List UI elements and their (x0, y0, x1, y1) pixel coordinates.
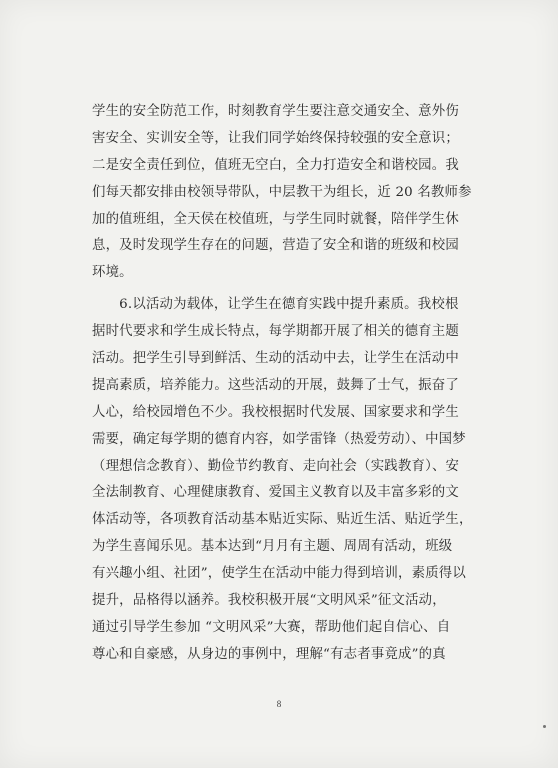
text-line: 们每天都安排由校领导带队，中层教干为组长，近 20 名教师参 (92, 184, 472, 200)
text-line: 害安全、实训安全等，让我们同学始终保持较强的安全意识； (92, 130, 459, 146)
text-line: 体活动等，各项教育活动基本贴近实际、贴近生活、贴近学生， (92, 512, 473, 528)
text-line: （理想信念教育）、勤俭节约教育、走向社会（实践教育）、安 (92, 458, 460, 474)
text-line: 需要，确定每学期的德育内容，如学雷锋（热爱劳动）、中国梦 (92, 431, 466, 447)
scan-speck (543, 725, 546, 728)
text-line: 有兴趣小组、社团”，使学生在活动中能力得到培训，素质得以 (92, 566, 466, 582)
text-line: 据时代要求和学生成长特点，每学期都开展了相关的德育主题 (92, 324, 459, 340)
text-line: 为学生喜闻乐见。基本达到“月月有主题、周周有活动，班级 (92, 539, 453, 555)
text-line: 二是安全责任到位，值班无空白，全力打造安全和谐校园。我 (92, 157, 459, 173)
text-line: 环境。 (92, 265, 133, 281)
text-line: 人心，给校园增色不少。我校根据时代发展、国家要求和学生 (92, 404, 459, 420)
text-line: 息，及时发现学生存在的问题，营造了安全和谐的班级和校园 (92, 238, 459, 254)
text-line: 加的值班组，全天侯在校值班，与学生同时就餐，陪伴学生休 (92, 211, 459, 227)
body-text (92, 99, 502, 669)
text-line: 6.以活动为载体，让学生在德育实践中提升素质。我校根 (92, 297, 459, 313)
text-line: 通过引导学生参加 “文明风采”大赛，帮助他们起自信心、自 (92, 619, 451, 635)
text-line: 尊心和自豪感，从身边的事例中，理解“有志者事竟成”的真 (92, 646, 446, 662)
text-line: 全法制教育、心理健康教育、爱国主义教育以及丰富多彩的文 (92, 485, 459, 501)
text-line: 提升，品格得以涵养。我校积极开展“文明风采”征文活动， (92, 593, 446, 609)
text-line: 提高素质，培养能力。这些活动的开展，鼓舞了士气，振奋了 (92, 377, 459, 393)
text-line: 学生的安全防范工作，时刻教育学生要注意交通安全、意外伤 (92, 104, 459, 119)
text-line: 活动。把学生引导到鲜活、生动的活动中去，让学生在活动中 (92, 351, 459, 367)
page-number: 8 (276, 699, 282, 709)
